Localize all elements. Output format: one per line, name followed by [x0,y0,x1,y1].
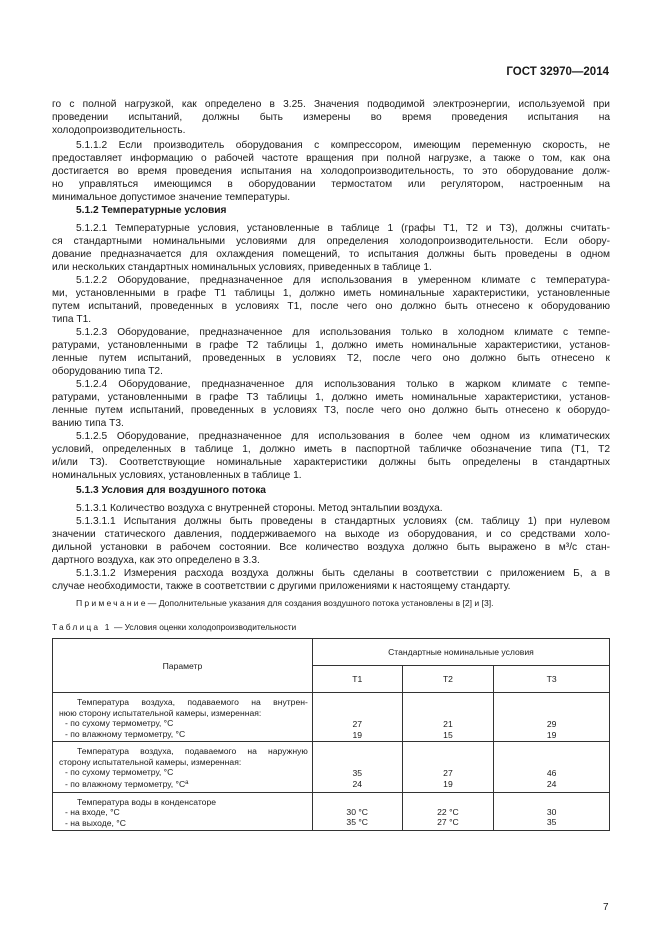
footnote-mark: a [185,779,189,786]
table-row [53,792,610,831]
text-line: 5.1.3.1 Количество воздуха с внутренней стороны. Метод энтальпии воздуха. [76,503,443,514]
text-line: ратурами, установленными в графе Т3 таблицы 1, должно иметь номинальные характеристики, установ- [52,392,610,403]
col-t2: Т2 [402,666,494,693]
value: 27 [352,719,362,729]
paragraph [52,515,610,567]
value: 35 °С [346,817,369,828]
param-line: Температура воздуха, подаваемого на внутрен- [77,697,308,707]
text-line: 5.1.1.2 Если производитель оборудования с компрессором, имеющим переменную скорость, не [76,140,610,151]
table-row [53,693,610,742]
param-line: - на входе, °С [65,807,120,818]
paragraph [52,378,610,430]
text-line: дартного воздуха, как это определено в 3.3. [52,555,260,566]
param-line: сторону испытательной камеры, измеренная: [59,756,242,767]
value-cell-t1 [312,693,402,742]
section-heading: 5.1.3 Условия для воздушного потока [76,485,266,496]
paragraph [52,567,610,593]
text-line: ленные путем испытаний, проведенных в условиях Т2, после чего оно должно быть отнесено к [52,353,610,364]
param-cell [53,792,313,831]
value: 30 [546,806,557,817]
paragraph [52,139,610,204]
note-text: — Дополнительные указания для создания воздушного потока установлены в [2] и [3]. [147,598,494,608]
param-line: нюю сторону испытательной камеры, измеренная: [59,707,262,718]
value: 27 °С [437,817,459,828]
value-cell-t1 [312,742,402,793]
value: 35 [546,817,557,828]
value-cell-t2 [402,742,494,793]
text-line: условий, определенных в таблице 1, должно иметь в паспортной табличке обозначение типа (Т1, Т2 [52,444,610,455]
text-line: проведении испытаний, должны быть измерены во время проведения испытания на [52,112,610,123]
text-line: 5.1.2.4 Оборудование, предназначенное для использования только в жарком климате с темпе- [76,379,610,390]
text-line: оборудованию типа Т2. [52,366,163,377]
value-cell-t2 [402,693,494,742]
text-line: ратурами, установленными в графе Т2 таблицы 1, должно иметь номинальные характеристики, установ- [52,340,610,351]
value: 24 [352,778,362,789]
text-line: 5.1.3.1.1 Испытания должны быть проведены в стандартных условиях (см. таблицу 1) при нулевом [76,516,610,527]
value: 19 [546,729,557,740]
text-line: 5.1.2.2 Оборудование, предназначенное для использования в умеренном климате с температура- [76,275,610,286]
text-line: ся стандартными номинальными условиями для определения холодопроизводительности. Если обору- [52,236,610,247]
text-line: дильной установки в рабочем состоянии. Все количество воздуха должно быть выражено в м³/с стан- [52,542,610,553]
text-line: номинальных условиях, установленных в таблице 1. [52,470,302,481]
note [52,597,634,610]
paragraph [52,326,610,378]
text-line: 5.1.2.1 Температурные условия, установленные в таблице 1 (графы Т1, Т2 и Т3), должны считать- [76,223,610,234]
text-line: достигается во время проведения испытания на холодопроизводительность, то это оборудование долж- [52,166,610,177]
paragraph [52,98,610,137]
col-t1: Т1 [312,666,402,693]
text-line: го с полной нагрузкой, как определено в 3.25. Значения подводимой электроэнергии, используемой при [52,99,610,110]
text-line: дование предназначается для охлаждения помещений, то испытания должны быть проведены в одном [52,249,610,260]
value: 19 [352,729,362,740]
param-header: Параметр [53,639,313,693]
text-line: 5.1.3.1.2 Измерения расхода воздуха должны быть сделаны в соответствии с приложением Б, а в [76,568,610,579]
value-cell-t3 [494,693,610,742]
table-caption-text: — Условия оценки холодопроизводительности [111,622,297,632]
value: 46 [546,768,557,778]
value: 35 [352,768,362,778]
param-line: - по влажному термометру, °С [65,779,186,790]
text-line: ванию типа Т3. [52,418,124,429]
value-cell-t2 [402,792,494,831]
page-number: 7 [603,902,609,913]
paragraph [52,430,610,482]
text-line: но управляться имеющимся в оборудовании термостатом или регулятором, настроенным на [52,179,610,190]
value: 21 [443,719,453,729]
text-line: холодопроизводительность. [52,125,186,136]
table-caption-label: Таблица 1 [52,622,112,632]
text-line: 5.1.2.5 Оборудование, предназначенное для использования в более чем одном из климатических [76,431,610,442]
text-line: случае необходимости, также в соответствии с другими приложениями к настоящему стандарту. [52,581,511,592]
text-line: предоставляет информацию о рабочей частоте вращения при полной нагрузке, а также о том, как она [52,153,610,164]
conditions-table [52,638,610,831]
col-t3: Т3 [494,666,610,693]
paragraph [52,274,610,326]
param-line: - по сухому термометру, °С [65,767,174,777]
paragraph [52,222,610,274]
value-cell-t3 [494,792,610,831]
text-line: минимальное допустимое значение температуры. [52,192,291,203]
table-caption [52,622,296,632]
value: 19 [443,778,453,789]
value: 27 [443,768,453,778]
text-line: типа Т1. [52,314,92,325]
param-cell [53,693,313,742]
value: 24 [546,778,557,789]
value-cell-t3 [494,742,610,793]
text-line: ми, установленными в графе Т1 таблицы 1, должно иметь номинальные характеристики, установленные [52,288,610,299]
param-cell [53,742,313,793]
text-line: ленные путем испытаний, проведенных в условиях Т3, после чего оно должно быть отнесено к оборудо- [52,405,610,416]
text-line: значении статического давления, поддерживаемого на выходе из оборудования, и со средствами холо- [52,529,610,540]
paragraph [52,502,610,515]
section-heading: 5.1.2 Температурные условия [76,205,227,216]
param-line: - по влажному термометру, °С [65,728,186,739]
text-line: 5.1.2.3 Оборудование, предназначенное для использования только в холодном климате с темпе- [76,327,610,338]
param-line: Температура воды в конденсаторе [77,796,217,807]
value: 15 [443,729,453,740]
value-cell-t1 [312,792,402,831]
param-line: - на выходе, °С [65,817,126,828]
group-header: Стандартные номинальные условия [312,639,609,666]
table-row [53,742,610,793]
value: 30 °С [346,806,369,817]
text-line: или нескольких стандартных номинальных условиях, приведенных в таблице 1. [52,262,432,273]
text-line: и/или Т3). Соответствующие номинальные характеристики должны быть определены в стандартных [52,457,610,468]
note-label: Примечание [76,598,148,608]
param-line: Температура воздуха, подаваемого на наружную [77,746,308,756]
value: 29 [546,719,557,729]
document-id: ГОСТ 32970—2014 [506,66,609,78]
text-line: путем испытаний, проведенных в условиях Т1, после чего оно должно быть отнесено к оборудованию [52,301,610,312]
value: 22 °С [437,806,459,817]
param-line: - по сухому термометру, °С [65,718,174,728]
